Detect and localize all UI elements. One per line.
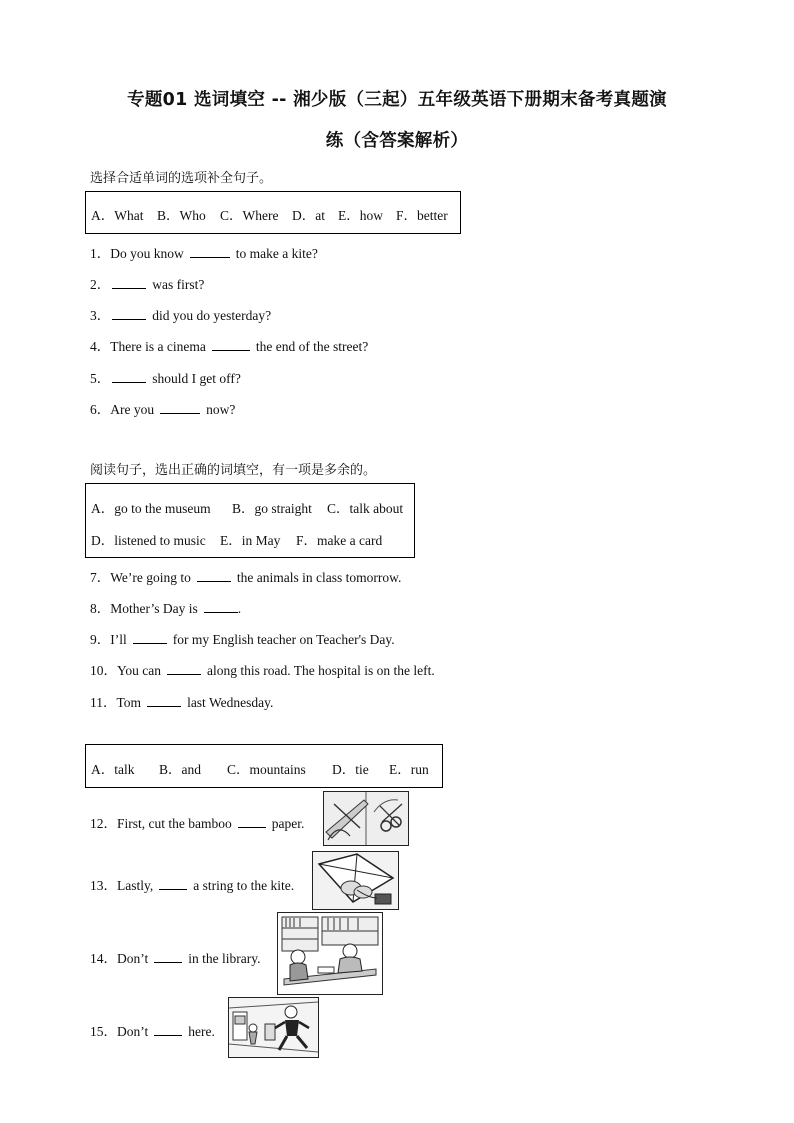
option-d: D．tie [332,762,369,777]
question-12: 12．First, cut the bamboo paper. [90,816,305,831]
question-14: 14．Don’t in the library. [90,951,261,966]
answer-blank[interactable] [212,340,250,351]
option-e: E．how [338,208,383,223]
running-hallway-illustration [228,997,319,1058]
answer-blank[interactable] [197,571,231,582]
option-c: C．Where [220,208,279,223]
answer-blank[interactable] [238,817,266,828]
question-11: 11．Tom last Wednesday. [90,695,274,710]
question-5: 5． should I get off? [90,371,241,386]
question-7: 7．We’re going to the animals in class tomorrow. [90,570,402,585]
section2-instruction: 阅读句子，选出正确的词填空，有一项是多余的。 [90,463,377,478]
tying-string-kite-illustration [312,851,399,910]
option-b: B．and [159,762,201,777]
page-title-continued: 练（含答案解析） [325,131,469,151]
answer-blank[interactable] [147,696,181,707]
question-9: 9．I’ll for my English teacher on Teacher's Day. [90,632,395,647]
option-a: A．What [91,208,144,223]
section3-options-box [85,744,443,788]
answer-blank[interactable] [204,602,238,613]
answer-blank[interactable] [160,403,200,414]
option-e: E．in May [220,533,281,548]
question-8: 8．Mother’s Day is . [90,601,242,616]
option-b: B．go straight [232,501,312,516]
library-illustration [277,912,383,995]
option-c: C．mountains [227,762,306,777]
option-b: B．Who [157,208,206,223]
question-6: 6．Are you now? [90,402,236,417]
section2-options-box [85,483,415,558]
option-d: D．at [292,208,325,223]
answer-blank[interactable] [154,952,182,963]
option-e: E．run [389,762,429,777]
question-10: 10．You can along this road. The hospital is on the left. [90,663,435,678]
cutting-bamboo-illustration [323,791,409,846]
question-1: 1．Do you know to make a kite? [90,246,318,261]
answer-blank[interactable] [112,278,146,289]
question-15: 15．Don’t here. [90,1024,215,1039]
option-f: F．better [396,208,448,223]
question-13: 13．Lastly, a string to the kite. [90,878,295,893]
answer-blank[interactable] [133,633,167,644]
option-c: C．talk about [327,501,404,516]
answer-blank[interactable] [154,1025,182,1036]
question-3: 3． did you do yesterday? [90,308,272,323]
answer-blank[interactable] [112,309,146,320]
section1-instruction: 选择合适单词的选项补全句子。 [90,171,273,186]
page-title: 专题01 选词填空 -- 湘少版（三起）五年级英语下册期末备考真题演 [127,90,667,110]
option-f: F．make a card [296,533,383,548]
option-a: A．talk [91,762,135,777]
answer-blank[interactable] [167,664,201,675]
answer-blank[interactable] [190,247,230,258]
question-2: 2． was first? [90,277,205,292]
answer-blank[interactable] [159,879,187,890]
question-4: 4．There is a cinema the end of the street? [90,339,369,354]
section1-options-box [85,191,461,234]
option-a: A．go to the museum [91,501,211,516]
answer-blank[interactable] [112,372,146,383]
option-d: D．listened to music [91,533,206,548]
